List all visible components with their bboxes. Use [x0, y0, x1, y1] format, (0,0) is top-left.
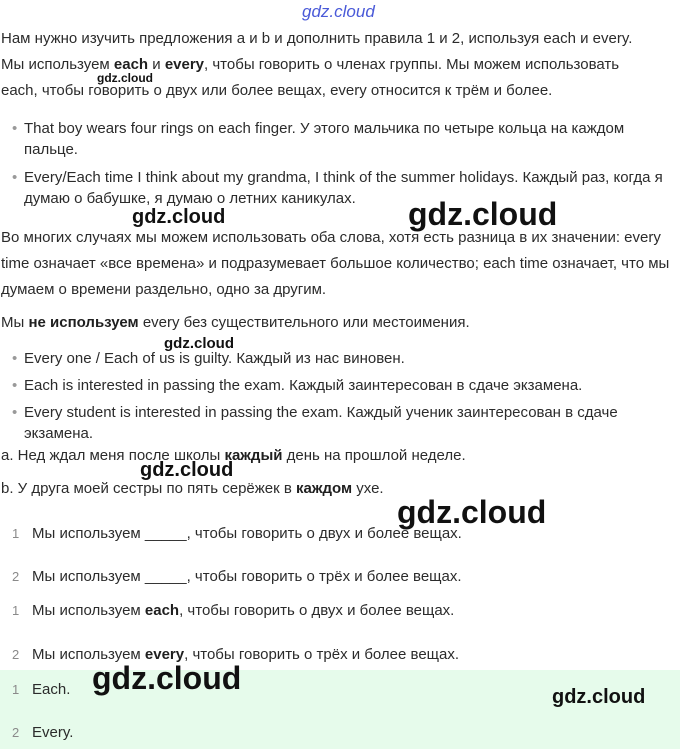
rule-answer-word: each — [144, 602, 180, 619]
answer-item: Every. — [32, 724, 74, 741]
sentence-b — [1, 476, 676, 502]
sentence-text: a. Нед ждал меня после школы — [1, 447, 225, 464]
rule-blank: Мы используем _____, чтобы говорить о трёх и более вещах. — [32, 568, 462, 585]
example-item: • Each is interested in passing the exam. Каждый заинтересован в сдаче экзамена. — [12, 375, 672, 396]
para-text: every без существительного или местоимения. — [138, 314, 470, 331]
watermark: gdz.cloud — [552, 686, 646, 708]
rule-answer-word: every — [144, 646, 185, 663]
rule-filled — [32, 601, 672, 621]
example-item: • Every one / Each of us is guilty. Каждый из нас виновен. — [12, 348, 672, 369]
watermark: gdz.cloud — [132, 206, 226, 228]
word-every: every — [164, 56, 205, 73]
watermark: gdz.cloud — [97, 71, 153, 85]
bold-phrase: не используем — [28, 314, 139, 331]
watermark: gdz.cloud — [92, 660, 242, 696]
rule-number: 2 — [12, 647, 20, 662]
sentence-text: b. У друга моей сестры по пять серёжек в — [1, 480, 296, 497]
example-item: • Every student is interested in passing the exam. Каждый ученик заинтересован в сдаче экзамена. — [12, 402, 672, 444]
answer-item: Each. — [32, 681, 71, 698]
rule-text: , чтобы говорить о двух и более вещах. — [179, 602, 455, 619]
rule-text: Мы используем — [32, 646, 145, 663]
para-text: Мы — [1, 314, 29, 331]
sentence-text: день на прошлой неделе. — [282, 447, 466, 464]
example-item: • That boy wears four rings on each finger. У этого мальчика по четыре кольца на каждом пальце. — [12, 118, 672, 160]
rule-blank: Мы используем _____, чтобы говорить о двух и более вещах. — [32, 525, 462, 542]
rule-number: 2 — [12, 569, 20, 584]
top-watermark: gdz.cloud — [302, 2, 375, 21]
intro-line-1: Нам нужно изучить предложения a и b и дополнить правила 1 и 2, используя each и every. — [1, 30, 633, 47]
rule-text: , чтобы говорить о трёх и более вещах. — [184, 646, 460, 663]
rule-number: 1 — [12, 603, 20, 618]
example-item: • Every/Each time I think about my grandma, I think of the summer holidays. Каждый раз, когда я думаю о бабушке, я думаю о летних каникулах. — [12, 167, 672, 209]
paragraph-usage-difference: Во многих случаях мы можем использовать оба слова, хотя есть разница в их значении: every time означает «все времена» и подразумевает большое количество; each time означает, что мы думаем о времени раздельно, одно за другим. — [1, 229, 670, 298]
examples-list-1 — [12, 118, 672, 209]
watermark: gdz.cloud — [408, 196, 558, 232]
answers-box — [0, 660, 680, 749]
intro-text: Мы используем — [1, 56, 114, 73]
answer-number: 2 — [12, 725, 20, 740]
intro-line-3: each, чтобы говорить о двух или более вещах, every относится к трём и более. — [1, 82, 553, 99]
paragraph-no-pronoun — [1, 310, 676, 336]
sentence-text: ухе. — [352, 480, 384, 497]
answer-number: 1 — [12, 682, 20, 697]
watermark: gdz.cloud — [164, 335, 234, 352]
rule-text: Мы используем — [32, 602, 145, 619]
watermark: gdz.cloud — [140, 459, 234, 481]
examples-list-2 — [12, 348, 672, 444]
sentence-bold: каждый — [224, 447, 283, 464]
intro-line-2 — [1, 52, 676, 78]
intro-text: , чтобы говорить о членах группы. Мы можем использовать — [204, 56, 620, 73]
watermark: gdz.cloud — [397, 494, 547, 530]
sentence-a — [1, 443, 676, 469]
intro-text: и — [148, 56, 165, 73]
sentence-bold: каждом — [296, 480, 353, 497]
word-each: each — [113, 56, 149, 73]
rule-number: 1 — [12, 526, 20, 541]
